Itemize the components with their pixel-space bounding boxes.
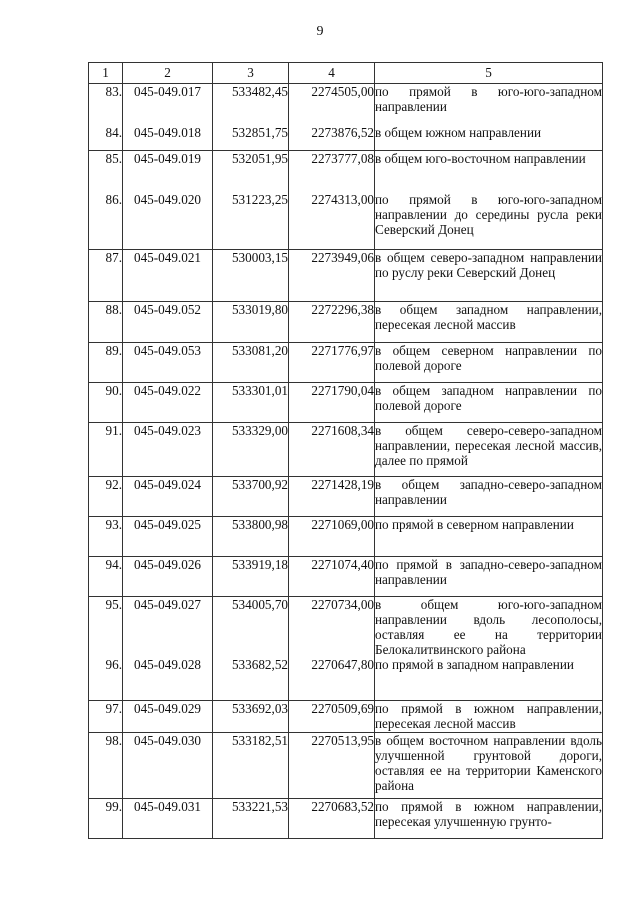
coordinate-x — [213, 302, 289, 343]
coordinate-y-text: 2271069,00 — [311, 517, 374, 532]
boundary-description — [375, 732, 603, 798]
coordinate-x — [213, 125, 289, 151]
boundary-description-text: в общем северо-северо-западном направлении, пересекая лесной массив, далее по прямой — [375, 423, 602, 468]
coordinate-y-text: 2270683,52 — [311, 798, 374, 814]
table-body — [89, 84, 603, 839]
coordinate-y-text: 2271428,19 — [311, 477, 374, 492]
header-col-3: 3 — [213, 63, 289, 84]
point-code — [123, 192, 213, 250]
coordinate-y — [289, 597, 375, 658]
boundary-description — [375, 798, 603, 838]
boundary-description — [375, 383, 603, 423]
point-code — [123, 125, 213, 151]
header-col-5: 5 — [375, 63, 603, 84]
coordinate-x — [213, 477, 289, 517]
boundary-description — [375, 700, 603, 732]
point-code-text: 045-049.020 — [133, 191, 202, 207]
point-code-text: 045-049.024 — [133, 477, 202, 492]
point-code — [123, 84, 213, 125]
row-number — [89, 557, 123, 597]
boundary-description — [375, 151, 603, 192]
coordinate-x-text: 532851,75 — [231, 124, 288, 140]
row-number — [89, 798, 123, 838]
coordinate-y — [289, 557, 375, 597]
coordinate-y-text: 2271790,04 — [311, 383, 374, 398]
row-number — [89, 732, 123, 798]
table-row — [89, 423, 603, 477]
boundary-description — [375, 125, 603, 151]
point-code — [123, 151, 213, 192]
row-number — [89, 302, 123, 343]
row-number-text: 91. — [105, 423, 122, 438]
boundary-description — [375, 192, 603, 250]
row-number — [89, 597, 123, 658]
row-number — [89, 383, 123, 423]
coordinate-y — [289, 477, 375, 517]
row-number — [89, 657, 123, 700]
coordinate-y — [289, 151, 375, 192]
point-code — [123, 732, 213, 798]
boundary-description-text: в общем восточном направлении вдоль улучшенной грунтовой дороги, оставляя ее на территории Каменского района — [375, 732, 602, 793]
coordinate-x-text: 533019,80 — [231, 302, 288, 317]
coordinate-x — [213, 192, 289, 250]
boundary-description — [375, 597, 603, 658]
point-code — [123, 343, 213, 383]
table-row — [89, 343, 603, 383]
coordinate-y — [289, 798, 375, 838]
table-row — [89, 657, 603, 700]
coordinate-x-text: 531223,25 — [231, 191, 288, 207]
boundary-description — [375, 557, 603, 597]
coordinate-y — [289, 343, 375, 383]
coordinate-y-text: 2273876,52 — [311, 124, 374, 140]
table-row — [89, 597, 603, 658]
coordinate-x — [213, 343, 289, 383]
coordinate-x-text: 533221,53 — [231, 798, 288, 814]
coordinate-x-text: 533682,52 — [231, 657, 288, 672]
coordinate-y — [289, 125, 375, 151]
table-row — [89, 151, 603, 192]
coordinate-x-text: 532051,95 — [231, 151, 288, 166]
row-number — [89, 517, 123, 557]
row-number-text: 89. — [105, 343, 122, 358]
point-code — [123, 302, 213, 343]
coordinate-y — [289, 732, 375, 798]
coordinate-x-text: 533182,51 — [231, 732, 288, 748]
row-number-text: 85. — [105, 151, 122, 166]
table-header-row — [89, 63, 603, 84]
coordinate-x — [213, 151, 289, 192]
boundary-description-text: в общем южном направлении — [375, 124, 542, 140]
row-number-text: 86. — [105, 191, 122, 207]
point-code-text: 045-049.018 — [133, 124, 202, 140]
row-number-text: 83. — [105, 84, 122, 99]
boundary-description-text: в общем северо-западном направлении по руслу реки Северский Донец — [375, 250, 602, 280]
point-code-text: 045-049.021 — [133, 250, 202, 265]
boundary-description-text: по прямой в южном направлении, пересекая лесной массив — [375, 700, 602, 731]
boundary-description — [375, 657, 603, 700]
coordinate-x — [213, 84, 289, 125]
point-code-text: 045-049.031 — [133, 798, 202, 814]
row-number — [89, 125, 123, 151]
boundary-description — [375, 423, 603, 477]
row-number — [89, 700, 123, 732]
table-row — [89, 383, 603, 423]
point-code-text: 045-049.029 — [133, 700, 202, 716]
point-code — [123, 250, 213, 302]
point-code — [123, 517, 213, 557]
coordinate-x — [213, 798, 289, 838]
coordinate-y-text: 2273777,08 — [311, 151, 374, 166]
table-row — [89, 192, 603, 250]
boundary-description-text: по прямой в юго-юго-западном направлении — [375, 84, 602, 114]
coordinate-x — [213, 423, 289, 477]
coordinate-x — [213, 383, 289, 423]
boundary-description — [375, 84, 603, 125]
coordinate-y — [289, 302, 375, 343]
coordinate-y-text: 2274505,00 — [311, 84, 374, 99]
point-code — [123, 477, 213, 517]
table-row — [89, 84, 603, 125]
point-code — [123, 597, 213, 658]
point-code-text: 045-049.023 — [133, 423, 202, 438]
boundary-description-text: по прямой в северном направлении — [375, 517, 574, 532]
point-code-text: 045-049.027 — [133, 597, 202, 612]
row-number — [89, 192, 123, 250]
table-row — [89, 302, 603, 343]
boundary-description-text: в общем западном направлении, пересекая лесной массив — [375, 302, 602, 332]
coordinate-y-text: 2273949,06 — [311, 250, 374, 265]
row-number — [89, 343, 123, 383]
row-number — [89, 84, 123, 125]
boundary-description — [375, 517, 603, 557]
coordinate-y — [289, 700, 375, 732]
table-row — [89, 517, 603, 557]
row-number-text: 84. — [105, 124, 122, 140]
coordinate-x — [213, 657, 289, 700]
coordinate-y-text: 2271074,40 — [311, 557, 374, 572]
coordinate-y — [289, 423, 375, 477]
coordinate-x — [213, 557, 289, 597]
row-number — [89, 423, 123, 477]
coordinate-y-text: 2270513,95 — [311, 732, 374, 748]
coordinate-y-text: 2271608,34 — [311, 423, 374, 438]
coordinate-y-text: 2272296,38 — [311, 302, 374, 317]
coordinates-table — [88, 62, 603, 839]
row-number-text: 95. — [105, 597, 122, 612]
table-row — [89, 125, 603, 151]
coordinate-x — [213, 732, 289, 798]
coordinate-x-text: 533692,03 — [231, 700, 288, 716]
table-row — [89, 700, 603, 732]
point-code — [123, 657, 213, 700]
row-number-text: 87. — [105, 250, 122, 265]
point-code-text: 045-049.026 — [133, 557, 202, 572]
point-code — [123, 423, 213, 477]
boundary-description-text: в общем юго-юго-западном направлении вдоль лесополосы, оставляя ее на территории Белокалитвинского района — [375, 597, 602, 657]
coordinate-x — [213, 517, 289, 557]
boundary-description-text: по прямой в западном направлении — [375, 657, 574, 672]
coordinate-x-text: 530003,15 — [231, 250, 288, 265]
coordinate-x-text: 534005,70 — [231, 597, 288, 612]
point-code-text: 045-049.028 — [133, 657, 202, 672]
row-number-text: 96. — [105, 657, 122, 672]
coordinate-y — [289, 657, 375, 700]
header-col-2: 2 — [123, 63, 213, 84]
row-number-text: 90. — [105, 383, 122, 398]
coordinate-y-text: 2270509,69 — [311, 700, 374, 716]
row-number-text: 88. — [105, 302, 122, 317]
boundary-description-text: по прямой в южном направлении, пересекая улучшенную грунто- — [375, 798, 602, 829]
table-row — [89, 557, 603, 597]
boundary-description-text: в общем западном направлении по полевой дороге — [375, 383, 602, 413]
coordinate-y-text: 2270734,00 — [311, 597, 374, 612]
boundary-description — [375, 477, 603, 517]
point-code-text: 045-049.019 — [133, 151, 202, 166]
point-code-text: 045-049.030 — [133, 732, 202, 748]
header-col-4: 4 — [289, 63, 375, 84]
coordinate-x — [213, 700, 289, 732]
boundary-description — [375, 302, 603, 343]
page-number: 9 — [316, 24, 324, 39]
coordinate-x-text: 533800,98 — [231, 517, 288, 532]
boundary-description — [375, 250, 603, 302]
row-number-text: 98. — [105, 732, 122, 748]
boundary-description-text: в общем северном направлении по полевой дороге — [375, 343, 602, 373]
boundary-description — [375, 343, 603, 383]
boundary-description-text: по прямой в юго-юго-западном направлении до середины русла реки Северский Донец — [375, 191, 602, 237]
boundary-description-text: в общем западно-северо-западном направлении — [375, 477, 602, 507]
row-number-text: 97. — [105, 700, 122, 716]
row-number-text: 93. — [105, 517, 122, 532]
coordinate-y-text: 2270647,80 — [311, 657, 374, 672]
point-code-text: 045-049.052 — [133, 302, 202, 317]
row-number — [89, 250, 123, 302]
table-row — [89, 477, 603, 517]
coordinate-y — [289, 517, 375, 557]
point-code-text: 045-049.017 — [133, 84, 202, 99]
table-row — [89, 732, 603, 798]
table-row — [89, 250, 603, 302]
row-number-text: 99. — [105, 798, 122, 814]
point-code — [123, 557, 213, 597]
boundary-description-text: в общем юго-восточном направлении — [375, 151, 586, 166]
point-code — [123, 798, 213, 838]
boundary-description-text: по прямой в западно-северо-западном направлении — [375, 557, 602, 587]
point-code — [123, 700, 213, 732]
row-number — [89, 477, 123, 517]
coordinate-x-text: 533700,92 — [231, 477, 288, 492]
point-code-text: 045-049.025 — [133, 517, 202, 532]
point-code-text: 045-049.022 — [133, 383, 202, 398]
header-col-1: 1 — [89, 63, 123, 84]
row-number-text: 92. — [105, 477, 122, 492]
coordinate-x-text: 533482,45 — [231, 84, 288, 99]
coordinate-x — [213, 597, 289, 658]
coordinate-y — [289, 84, 375, 125]
coordinate-x-text: 533081,20 — [231, 343, 288, 358]
coordinate-y — [289, 250, 375, 302]
coordinate-x-text: 533329,00 — [231, 423, 288, 438]
row-number — [89, 151, 123, 192]
coordinate-y-text: 2271776,97 — [311, 343, 374, 358]
table-row — [89, 798, 603, 838]
coordinate-x-text: 533919,18 — [231, 557, 288, 572]
coordinate-x — [213, 250, 289, 302]
point-code-text: 045-049.053 — [133, 343, 202, 358]
coordinate-y-text: 2274313,00 — [311, 191, 374, 207]
row-number-text: 94. — [105, 557, 122, 572]
coordinate-y — [289, 192, 375, 250]
coordinate-x-text: 533301,01 — [231, 383, 288, 398]
point-code — [123, 383, 213, 423]
coordinate-y — [289, 383, 375, 423]
